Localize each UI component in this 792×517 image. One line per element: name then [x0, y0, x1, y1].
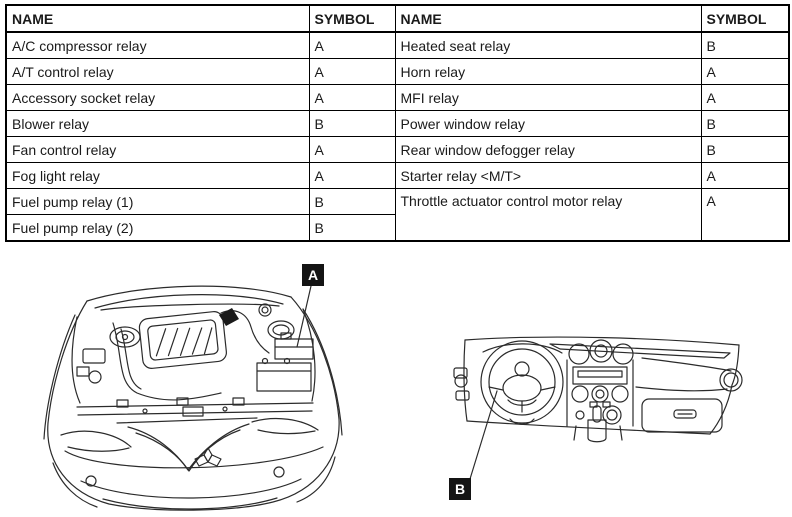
relay-symbol-cell: B	[309, 111, 395, 137]
engine-bay-rim	[72, 304, 315, 403]
relay-symbol-cell: A	[701, 163, 789, 189]
air-intake-duct	[219, 304, 271, 353]
callout-label-b: B	[449, 478, 471, 500]
radiator-support	[77, 398, 313, 416]
relay-symbol-cell: A	[309, 163, 395, 189]
relay-name-cell: MFI relay	[395, 85, 701, 111]
relay-symbol-cell: A	[701, 85, 789, 111]
relay-symbol-cell: A	[701, 59, 789, 85]
dashboard-diagram	[454, 337, 742, 442]
steering-wheel	[481, 341, 563, 424]
relay-name-cell: A/C compressor relay	[6, 32, 309, 59]
leader-line-b	[470, 391, 497, 479]
engine-valve-cover	[139, 311, 228, 370]
relay-name-cell: Rear window defogger relay	[395, 137, 701, 163]
relay-name-cell: Heated seat relay	[395, 32, 701, 59]
relay-name-cell: Horn relay	[395, 59, 701, 85]
mitsubishi-logo-icon	[195, 448, 221, 466]
relay-symbol-cell: A	[701, 189, 789, 242]
grille	[117, 418, 257, 471]
relay-name-cell: Fuel pump relay (1)	[6, 189, 309, 215]
glove-box	[642, 399, 722, 432]
relay-symbol-cell: B	[701, 32, 789, 59]
headlamp-right	[252, 419, 318, 434]
column-header-symbol-right: SYMBOL	[701, 5, 789, 32]
relay-name-cell: Fog light relay	[6, 163, 309, 189]
relay-symbol-cell: A	[309, 32, 395, 59]
headlamp-left	[61, 431, 131, 451]
relay-name-cell: Power window relay	[395, 111, 701, 137]
callout-label-a: A	[302, 264, 324, 286]
relay-name-cell: Accessory socket relay	[6, 85, 309, 111]
center-stack	[567, 340, 633, 442]
relay-name-cell: A/T control relay	[6, 59, 309, 85]
relay-symbol-cell: B	[309, 189, 395, 215]
relay-name-cell: Fan control relay	[6, 137, 309, 163]
relay-symbol-cell: B	[701, 137, 789, 163]
relay-symbol-cell: A	[309, 59, 395, 85]
radio-unit	[573, 367, 627, 384]
leader-line-a	[297, 286, 311, 347]
column-header-symbol-left: SYMBOL	[309, 5, 395, 32]
column-header-name-right: NAME	[395, 5, 701, 32]
relay-name-cell: Throttle actuator control motor relay	[395, 189, 701, 242]
relay-symbol-cell: B	[701, 111, 789, 137]
left-dash-vents	[454, 368, 469, 400]
relay-name-cell: Blower relay	[6, 111, 309, 137]
relay-box-a	[275, 333, 313, 359]
relay-symbol-cell: A	[309, 137, 395, 163]
relay-symbol-cell: A	[309, 85, 395, 111]
relay-name-cell: Starter relay <M/T>	[395, 163, 701, 189]
fog-lights	[86, 467, 284, 486]
relay-name-cell: Fuel pump relay (2)	[6, 215, 309, 242]
relay-symbol-cell: B	[309, 215, 395, 242]
engine-bay-diagram	[44, 286, 342, 510]
column-header-name-left: NAME	[6, 5, 309, 32]
battery	[257, 359, 311, 392]
